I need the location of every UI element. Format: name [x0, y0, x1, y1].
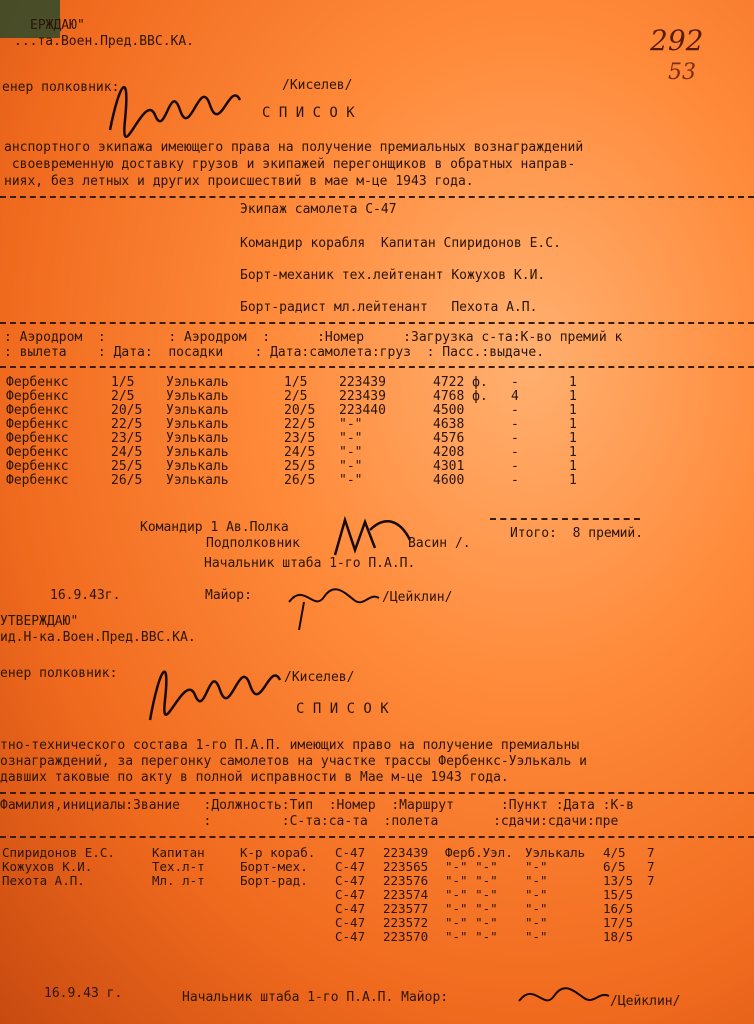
table-cell: Пехота А.П.: [2, 873, 85, 888]
crew-aircraft: Экипаж самолета С-47: [240, 202, 397, 217]
table-cell: 22/5: [111, 417, 143, 432]
crew-radio: Борт-радист мл.лейтенант Пехота А.П.: [240, 300, 538, 315]
table-cell: 1/5: [284, 375, 308, 390]
table-cell: 22/5: [284, 417, 316, 432]
table-cell: 1: [569, 403, 577, 418]
signature-tseiklin-2: [514, 976, 614, 1020]
flights-table: [6, 376, 609, 488]
table2-header-line-2: : :С-та:са-та :полета :сдачи:сдачи:пре: [0, 814, 619, 829]
table-cell: 223576: [383, 873, 429, 888]
table-cell: Борт-рад.: [240, 873, 308, 888]
table-cell: -: [511, 375, 519, 390]
table-cell: С-47: [335, 873, 366, 888]
table-cell: 24/5: [111, 445, 143, 460]
table-cell: 223570: [383, 929, 429, 944]
table-cell: К-р кораб.: [240, 845, 316, 860]
table-cell: 1: [569, 375, 577, 390]
table-cell: Фербенкс: [6, 459, 69, 474]
approval-stamp: ЕРЖДАЮ": [30, 18, 85, 33]
table-cell: 13/5: [603, 873, 634, 888]
table-cell: С-47: [335, 887, 366, 902]
intro-line-1: анспортного экипажа имеющего права на получение премиальных вознаграждений: [4, 140, 584, 155]
intro2-line-2: ознаграждений, за перегонку самолетов на участке трассы Фербенкс-Уэлькаль и: [0, 754, 587, 769]
table-cell: 20/5: [284, 403, 316, 418]
intro-line-2: своевременную доставку грузов и экипажей перегонщиков в обратных направ-: [4, 157, 576, 172]
chief-name-2: /Цейклин/: [610, 994, 681, 1009]
intro2-line-1: тно-технического состава 1-го П.А.П. имеющих право на получение премиальны: [0, 738, 580, 753]
divider: [0, 836, 754, 838]
table-cell: "-" "-": [445, 901, 498, 916]
table-cell: Уэлькаль: [166, 389, 229, 404]
table-cell: С-47: [335, 859, 366, 874]
table-cell: [647, 916, 669, 930]
table-row: [2, 902, 669, 916]
table-cell: Капитан: [152, 845, 205, 860]
approval-rank-2: енер полковник:: [0, 666, 118, 681]
intro-line-3: ниях, без летных и других происшествий в мае м-це 1943 года.: [4, 174, 474, 189]
table-cell: 6/5: [603, 859, 626, 874]
commander-name: Васин /.: [408, 536, 471, 551]
table-row: [2, 846, 669, 860]
table-cell: Мл. л-т: [152, 873, 205, 888]
table-cell: "-" "-": [445, 887, 498, 902]
table-row: [6, 460, 609, 474]
table-cell: Ферб.Уэл.: [445, 845, 513, 860]
document-title: С П И С О К: [262, 105, 355, 121]
table-cell: 4208: [433, 445, 465, 460]
table-cell: 223577: [383, 901, 429, 916]
table-cell: 16/5: [603, 901, 634, 916]
table-cell: 1: [569, 473, 577, 488]
table-cell: Спиридонов Е.С.: [2, 845, 115, 860]
table-cell: 1/5: [111, 375, 135, 390]
table-row: [2, 888, 669, 902]
table-row: [2, 930, 669, 944]
table-cell: -: [511, 431, 519, 446]
table-cell: [2, 888, 152, 902]
table-cell: "-" "-": [445, 915, 498, 930]
table-cell: -: [511, 403, 519, 418]
divider-short: [490, 518, 640, 520]
table-cell: 17/5: [603, 915, 634, 930]
table-cell: [240, 902, 335, 916]
table-header-line-2: : вылета : Дата: посадки : Дата:самолета:груз : Пасс.:выдаче.: [4, 345, 545, 360]
table-row: [2, 860, 669, 874]
table-cell: [2, 916, 152, 930]
signature-kiselev-1: [100, 60, 250, 150]
table-cell: "-": [339, 431, 363, 446]
table-cell: 1: [569, 389, 577, 404]
table-cell: [240, 930, 335, 944]
table-row: [6, 446, 609, 460]
table-cell: С-47: [335, 901, 366, 916]
table-cell: 223439: [383, 845, 429, 860]
table-cell: 7: [647, 873, 655, 888]
crew-mechanic: Борт-механик тех.лейтенант Кожухов К.И.: [240, 268, 546, 283]
table-cell: 2/5: [111, 389, 135, 404]
table-row: [6, 432, 609, 446]
table-cell: "-": [339, 473, 363, 488]
table-cell: 25/5: [111, 459, 143, 474]
table-row: [2, 916, 669, 930]
table-cell: 4638: [433, 417, 465, 432]
major-label: Майор:: [205, 588, 252, 603]
table-cell: 23/5: [111, 431, 143, 446]
table-cell: "-": [525, 859, 548, 874]
table-cell: 4600: [433, 473, 465, 488]
approval-name-2: /Киселев/: [284, 670, 355, 685]
intro2-line-3: давших таковые по акту в полной исправности в Мае м-це 1943 года.: [0, 770, 509, 785]
table-cell: "-" "-": [445, 873, 498, 888]
page-number-secondary: 53: [668, 60, 696, 85]
table-cell: -: [511, 473, 519, 488]
table-cell: 1: [569, 417, 577, 432]
table-cell: 25/5: [284, 459, 316, 474]
document-title-2: С П И С О К: [296, 701, 389, 717]
divider: [0, 792, 754, 794]
table-cell: "-": [339, 417, 363, 432]
table-cell: 18/5: [603, 929, 634, 944]
table-cell: Фербенкс: [6, 403, 69, 418]
table-cell: Уэлькаль: [166, 431, 229, 446]
table-cell: 4768 ф.: [433, 389, 488, 404]
table-cell: [152, 930, 240, 944]
table-cell: [2, 930, 152, 944]
table-cell: 223565: [383, 859, 429, 874]
table-row: [6, 418, 609, 432]
table-cell: Уэлькаль: [166, 473, 229, 488]
table-cell: 223439: [339, 375, 386, 390]
table-cell: Уэлькаль: [166, 445, 229, 460]
table-cell: 26/5: [111, 473, 143, 488]
table-cell: -: [511, 417, 519, 432]
table-cell: С-47: [335, 929, 366, 944]
table-cell: "-": [525, 887, 548, 902]
table-cell: 4: [511, 389, 519, 404]
table-cell: 1: [569, 431, 577, 446]
table-cell: Фербенкс: [6, 375, 69, 390]
table-cell: 223439: [339, 389, 386, 404]
table-row: [2, 874, 669, 888]
table-cell: [240, 888, 335, 902]
table-cell: Фербенкс: [6, 389, 69, 404]
table-cell: 4/5: [603, 845, 626, 860]
table-cell: [152, 902, 240, 916]
table-cell: С-47: [335, 845, 366, 860]
total-awards: Итого: 8 премий.: [510, 526, 644, 541]
document-date-2: 16.9.43 г.: [44, 986, 123, 1001]
table-cell: 23/5: [284, 431, 316, 446]
signature-tseiklin-1: [284, 572, 384, 632]
table-cell: Уэлькаль: [525, 845, 586, 860]
table-cell: 20/5: [111, 403, 143, 418]
table-cell: 223572: [383, 915, 429, 930]
table-cell: 26/5: [284, 473, 316, 488]
approval-stamp-2: УТВЕРЖДАЮ": [0, 614, 79, 629]
table-cell: 223574: [383, 887, 429, 902]
table-cell: Уэлькаль: [166, 417, 229, 432]
table-cell: Фербенкс: [6, 417, 69, 432]
table-cell: 223440: [339, 403, 386, 418]
table-cell: "-": [525, 929, 548, 944]
table-cell: 7: [647, 859, 655, 874]
table-row: [6, 376, 609, 390]
table-cell: "-": [525, 873, 548, 888]
table-cell: Фербенкс: [6, 431, 69, 446]
table-cell: Фербенкс: [6, 445, 69, 460]
table-cell: 4722 ф.: [433, 375, 488, 390]
table-cell: 1: [569, 459, 577, 474]
divider: [0, 366, 754, 368]
table-cell: [647, 902, 669, 916]
signature-kiselev-2: [140, 640, 290, 730]
approval-name: /Киселев/: [282, 78, 353, 93]
table-cell: "-": [339, 459, 363, 474]
page-number: 292: [650, 24, 704, 57]
table-cell: "-": [339, 445, 363, 460]
table-cell: Уэлькаль: [166, 459, 229, 474]
table-cell: 4500: [433, 403, 465, 418]
table-row: [6, 390, 609, 404]
approval-position: ...та.Воен.Пред.ВВС.КА.: [14, 34, 195, 49]
commander-rank: Подполковник: [206, 536, 300, 551]
table-header-line-1: : Аэродром : : Аэродром : :Номер :Загрузка с-та:К-во премий к: [4, 330, 623, 345]
chief-of-staff-2: Начальник штаба 1-го П.А.П. Майор:: [182, 990, 449, 1005]
table-cell: 4301: [433, 459, 465, 474]
table-row: [6, 474, 609, 488]
table-cell: Борт-мех.: [240, 859, 308, 874]
table-cell: "-" "-": [445, 929, 498, 944]
table-cell: [2, 902, 152, 916]
approval-rank: енер полковник:: [2, 80, 120, 95]
divider: [0, 322, 754, 324]
table-cell: [647, 930, 669, 944]
document-date: 16.9.43г.: [50, 588, 121, 603]
major-name: /Цейклин/: [382, 590, 453, 605]
table-cell: [240, 916, 335, 930]
table-cell: С-47: [335, 915, 366, 930]
table-cell: 2/5: [284, 389, 308, 404]
approval-position-2: ид.Н-ка.Воен.Пред.ВВС.КА.: [0, 630, 196, 645]
table-cell: [152, 916, 240, 930]
table-cell: "-": [525, 901, 548, 916]
divider: [0, 196, 754, 198]
table-cell: [152, 888, 240, 902]
table2-header-line-1: Фамилия,инициалы:Звание :Должность:Тип :Номер :Маршрут :Пункт :Дата :К-в: [0, 798, 634, 813]
commander-title: Командир 1 Ав.Полка: [140, 520, 289, 535]
personnel-table: [2, 846, 669, 944]
table-cell: -: [511, 459, 519, 474]
table-cell: Фербенкс: [6, 473, 69, 488]
chief-of-staff: Начальник штаба 1-го П.А.П.: [204, 556, 416, 571]
table-cell: 7: [647, 845, 655, 860]
table-cell: -: [511, 445, 519, 460]
table-cell: Тех.л-т: [152, 859, 205, 874]
table-cell: [647, 888, 669, 902]
crew-commander: Командир корабля Капитан Спиридонов Е.С.: [240, 236, 561, 251]
table-cell: "-": [525, 915, 548, 930]
table-cell: 24/5: [284, 445, 316, 460]
table-cell: "-" "-": [445, 859, 498, 874]
table-row: [6, 404, 609, 418]
table-cell: Уэлькаль: [166, 403, 229, 418]
table-cell: 1: [569, 445, 577, 460]
table-cell: 4576: [433, 431, 465, 446]
table-cell: Кожухов К.И.: [2, 859, 93, 874]
table-cell: 15/5: [603, 887, 634, 902]
table-cell: Уэлькаль: [166, 375, 229, 390]
